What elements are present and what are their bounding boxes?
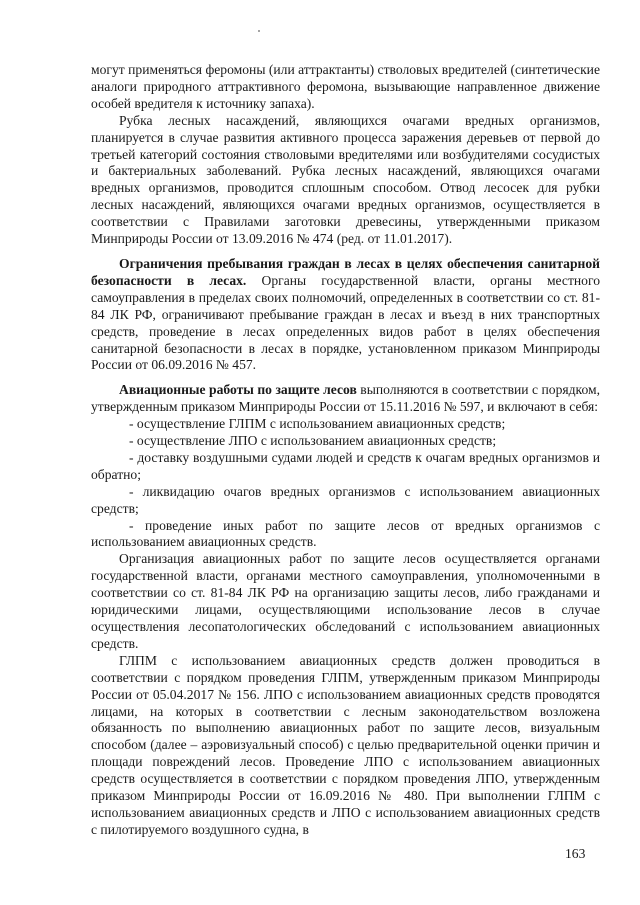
restrictions-text: Органы государственной власти, органы местного самоуправления в пределах своих полномочий, определенных в соответствии со ст. 81-84 ЛК РФ, ограничивают пребывание граждан в лесах и въезд в них транспортных средств, проведение в лесах определенных видов работ в целях обеспечения санитарной безопасности в лесах в порядке, установленном приказом Минприроды России от 06.09.2016 № 457. [91, 272, 601, 373]
list-item: - ликвидацию очагов вредных организмов с использованием авиационных средств; [91, 483, 600, 516]
paragraph-cutting: Рубка лесных насаждений, являющихся очагами вредных организмов, планируется в случае развития активного процесса заражения деревьев от первой до третьей категорий состояния стволовыми вредителями или возбудителями сосудистых и бактериальных заболеваний. Рубка лесных насаждений, являющихся очагами вредных организмов, проводится сплошным способом. Отвод лесосек для рубки лесных насаждений, являющихся очагами вредных организмов, осуществляется в соответствии с Правилами заготовки древесины, утвержденными приказом Минприроды России от 13.09.2016 № 474 (ред. от 11.01.2017). [91, 112, 600, 247]
document-body [91, 62, 600, 839]
list-item: - осуществление ГЛПМ с использованием авиационных средств; [129, 416, 506, 432]
paragraph-glpm: ГЛПМ с использованием авиационных средств должен проводиться в соответствии с порядком проведения ГЛПМ, утвержденным приказом Минприроды России от 05.04.2017 № 156. ЛПО с использованием авиационных средств проводятся лицами, на которых в соответствии с лесным законодательством возложена обязанность по выполнению авиационных работ по защите лесов, визуальным способом (далее – аэровизуальный способ) с целью предварительной оценки причин и площади повреждений лесов. Проведение ЛПО с использованием авиационных средств осуществляется в соответствии с порядком проведения ЛПО, утвержденным приказом Минприроды России от 16.09.2016 № 480. При выполнении ГЛПМ с использованием авиационных средств и ЛПО с использованием авиационных средств с пилотируемого воздушного судна, в [91, 652, 600, 837]
paragraph-organization: Организация авиационных работ по защите лесов осуществляется органами государственной власти, органами местного самоуправления, уполномоченными в соответствии со ст. 81-84 ЛК РФ на организацию защиты лесов, либо гражданами и юридическими лицами, осуществляющими использование лесов в случае осуществления лесопатологических обследований с использованием авиационных средств. [91, 551, 600, 651]
paragraph-aviation [91, 382, 600, 416]
list-item: - проведение иных работ по защите лесов от вредных организмов с использованием авиационных средств. [91, 517, 600, 550]
aviation-heading: Авиационные работы по защите лесов [119, 382, 357, 398]
list-item: - осуществление ЛПО с использованием авиационных средств; [129, 433, 497, 449]
scan-speck [258, 30, 260, 32]
page-number: 163 [565, 846, 586, 861]
aviation-text: выполняются в соответствии с порядком, утвержденным приказом Минприроды России от 15.11.2016 № 597, и включают в себя: [91, 382, 600, 415]
paragraph-pheromones: могут применяться феромоны (или аттрактанты) стволовых вредителей (синтетические аналоги природного аттрактивного феромона, вызывающие направленное движение особей вредителя к источнику запаха). [91, 62, 600, 111]
paragraph-restrictions [91, 256, 600, 374]
list-item: - доставку воздушными судами людей и средств к очагам вредных организмов и обратно; [91, 449, 600, 482]
restrictions-heading: Ограничения пребывания граждан в лесах в целях обеспечения санитарной безопасности в лесах. [91, 255, 600, 288]
